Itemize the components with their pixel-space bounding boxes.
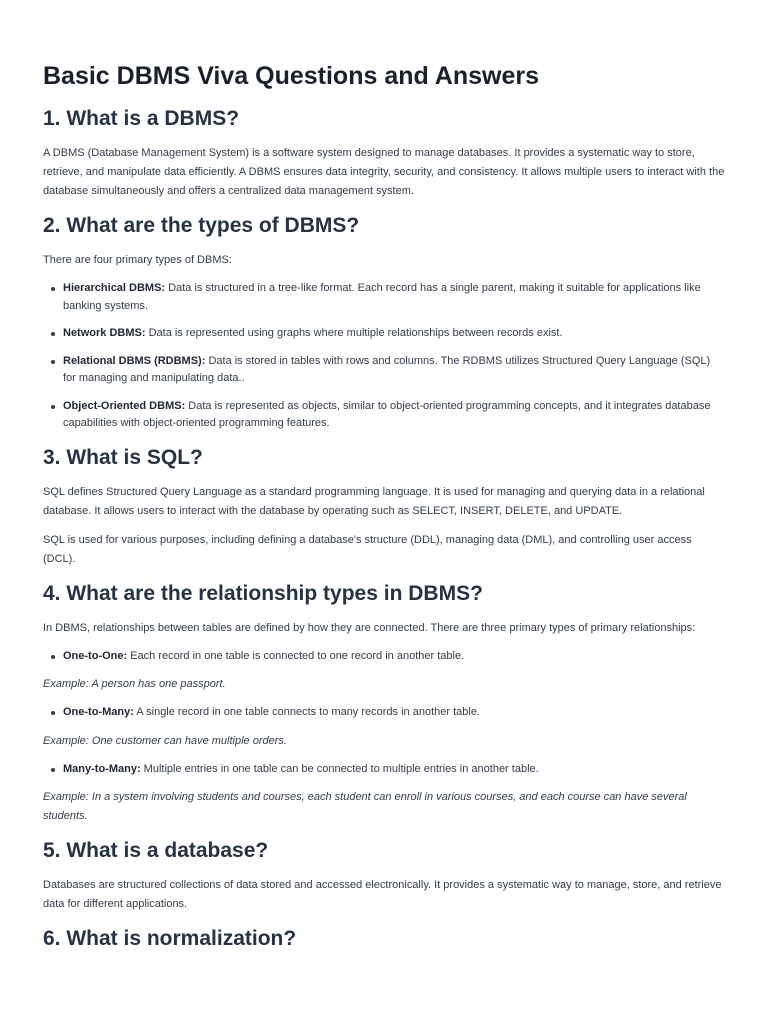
relationship-list-1 <box>43 648 725 666</box>
list-item-text: Data is structured in a tree-like format. Each record has a single parent, making it suitable for applications like banking systems. <box>63 282 701 312</box>
example-text: Example: One customer can have multiple orders. <box>43 734 287 747</box>
list-item-text: Data is represented as objects, similar to object-oriented programming concepts, and it integrates database capabilities with object-oriented programming features. <box>63 399 711 429</box>
list-item-term: Hierarchical DBMS: <box>63 282 166 294</box>
section-heading-3: 3. What is SQL? <box>43 445 203 469</box>
section-heading-1: 1. What is a DBMS? <box>43 107 240 130</box>
section-5-paragraph: Databases are structured collections of data stored and accessed electronically. It provides a systematic way to manage, store, and retrieve data for different applications. <box>43 879 722 910</box>
relationship-list-2 <box>43 704 725 722</box>
example-text: Example: A person has one passport. <box>43 678 226 690</box>
dbms-types-list <box>43 280 725 433</box>
list-item <box>63 761 725 779</box>
list-item-text: Multiple entries in one table can be connected to multiple entries in another table. <box>140 762 539 775</box>
section-3-paragraph-1: SQL defines Structured Query Language as a standard programming language. It is used for managing and querying data in a relational database. It allows users to interact with the database by operating such as SELECT, INSERT, DELETE, and UPDATE. <box>43 485 705 517</box>
list-item <box>63 398 725 433</box>
list-item-text: Data is stored in tables with rows and columns. The RDBMS utilizes Structured Query Language (SQL) for managing and manipulating data.. <box>63 354 711 384</box>
list-item-text: A single record in one table connects to many records in another table. <box>133 706 480 718</box>
section-4-intro: In DBMS, relationships between tables are defined by how they are connected. There are three primary types of primary relationships: <box>43 621 696 634</box>
section-3-paragraph-2: SQL is used for various purposes, including defining a database's structure (DDL), managing data (DML), and controlling user access (DCL). <box>43 533 692 565</box>
section-heading-2: 2. What are the types of DBMS? <box>43 214 360 237</box>
section-1-paragraph: A DBMS (Database Management System) is a software system designed to manage databases. It provides a systematic way to store, retrieve, and manipulate data efficiently. A DBMS ensures data integrity, security, and consistency. It allows multiple users to interact with the database simultaneously and offers a centralized data management system. <box>43 147 725 197</box>
section-heading-6: 6. What is normalization? <box>43 927 297 950</box>
list-item-term: One-to-Many: <box>63 706 134 718</box>
list-item <box>63 280 725 315</box>
page-title: Basic DBMS Viva Questions and Answers <box>43 62 539 90</box>
list-item-term: Object-Oriented DBMS: <box>63 399 186 412</box>
list-item <box>63 353 725 388</box>
list-item-term: Relational DBMS (RDBMS): <box>63 354 206 367</box>
list-item <box>63 648 725 666</box>
list-item <box>63 704 725 722</box>
section-2-intro: There are four primary types of DBMS: <box>43 254 232 266</box>
list-item-term: Many-to-Many: <box>63 762 141 775</box>
example-text: Example: In a system involving students and courses, each student can enroll in various courses, and each course can have several students. <box>43 791 687 822</box>
list-item-term: One-to-One: <box>63 649 128 662</box>
section-heading-4: 4. What are the relationship types in DBMS? <box>43 581 483 605</box>
list-item-text: Data is represented using graphs where multiple relationships between records exist. <box>145 327 563 339</box>
relationship-list-3 <box>43 761 725 779</box>
list-item-term: Network DBMS: <box>63 327 146 339</box>
list-item <box>63 325 725 343</box>
section-heading-5: 5. What is a database? <box>43 839 269 862</box>
list-item-text: Each record in one table is connected to one record in another table. <box>127 649 465 662</box>
